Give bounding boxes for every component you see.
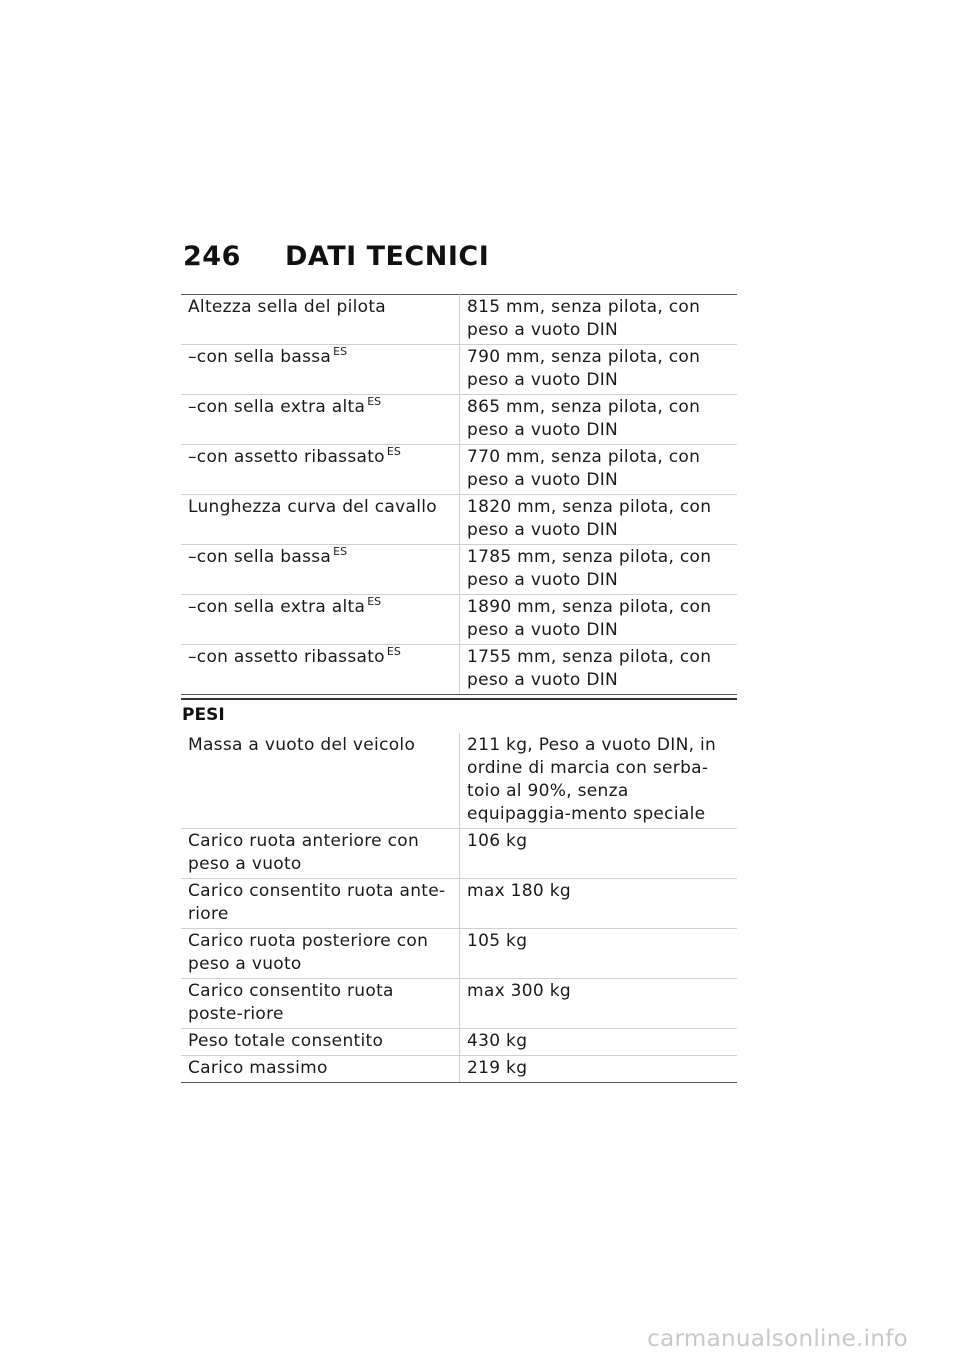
row-label: Massa a vuoto del veicolo: [181, 733, 460, 829]
row-label: Carico consentito ruota poste-riore: [181, 979, 460, 1029]
row-label: Carico ruota anteriore con peso a vuoto: [181, 829, 460, 879]
row-value: 430 kg: [460, 1029, 738, 1056]
table-row: [181, 295, 737, 345]
table-row: [181, 445, 737, 495]
row-value: max 180 kg: [460, 879, 738, 929]
section-title-pesi: PESI: [182, 705, 225, 725]
row-label: Lunghezza curva del cavallo: [181, 495, 460, 545]
row-value: 1890 mm, senza pilota, con peso a vuoto DIN: [460, 595, 738, 645]
row-label: –con assetto ribassato $^{ES}$: [181, 445, 460, 495]
table-row: [181, 645, 737, 695]
row-value: 1785 mm, senza pilota, con peso a vuoto DIN: [460, 545, 738, 595]
table-row: [181, 495, 737, 545]
row-label: –con sella extra alta $^{ES}$: [181, 595, 460, 645]
row-value: 211 kg, Peso a vuoto DIN, in ordine di marcia con serba-toio al 90%, senza equipaggia-mento speciale: [460, 733, 738, 829]
weights-table: [181, 733, 737, 1083]
row-label: –con sella bassa $^{ES}$: [181, 545, 460, 595]
row-value: 219 kg: [460, 1056, 738, 1083]
row-value: 865 mm, senza pilota, con peso a vuoto DIN: [460, 395, 738, 445]
row-value: 770 mm, senza pilota, con peso a vuoto DIN: [460, 445, 738, 495]
row-label: –con assetto ribassato $^{ES}$: [181, 645, 460, 695]
dimensions-table: [181, 294, 737, 695]
es-marker: ES: [386, 645, 401, 658]
row-value: 790 mm, senza pilota, con peso a vuoto DIN: [460, 345, 738, 395]
page-header: [183, 241, 489, 272]
table-row: [181, 929, 737, 979]
table-row: [181, 979, 737, 1029]
table-row: [181, 545, 737, 595]
watermark: carmanualsonline.info: [647, 1326, 908, 1352]
table-row: [181, 395, 737, 445]
table-row: [181, 1056, 737, 1083]
table-row: [181, 1029, 737, 1056]
row-label: Carico ruota posteriore con peso a vuoto: [181, 929, 460, 979]
table-row: [181, 345, 737, 395]
row-value: max 300 kg: [460, 979, 738, 1029]
row-label: Carico massimo: [181, 1056, 460, 1083]
section-divider: [181, 698, 737, 700]
row-value: 815 mm, senza pilota, con peso a vuoto DIN: [460, 295, 738, 345]
row-label: Peso totale consentito: [181, 1029, 460, 1056]
es-marker: ES: [386, 445, 401, 458]
page-title: DATI TECNICI: [285, 241, 490, 272]
row-value: 1755 mm, senza pilota, con peso a vuoto DIN: [460, 645, 738, 695]
table-row: [181, 595, 737, 645]
es-marker: ES: [333, 545, 348, 558]
es-marker: ES: [333, 345, 348, 358]
row-label: Altezza sella del pilota: [181, 295, 460, 345]
row-label: –con sella extra alta $^{ES}$: [181, 395, 460, 445]
es-marker: ES: [367, 395, 382, 408]
table-row: [181, 829, 737, 879]
row-value: 105 kg: [460, 929, 738, 979]
es-marker: ES: [367, 595, 382, 608]
row-label: Carico consentito ruota ante-riore: [181, 879, 460, 929]
row-value: 106 kg: [460, 829, 738, 879]
row-value: 1820 mm, senza pilota, con peso a vuoto DIN: [460, 495, 738, 545]
table-row: [181, 733, 737, 829]
row-label: –con sella bassa $^{ES}$: [181, 345, 460, 395]
page-number: 246: [183, 241, 241, 272]
table-row: [181, 879, 737, 929]
